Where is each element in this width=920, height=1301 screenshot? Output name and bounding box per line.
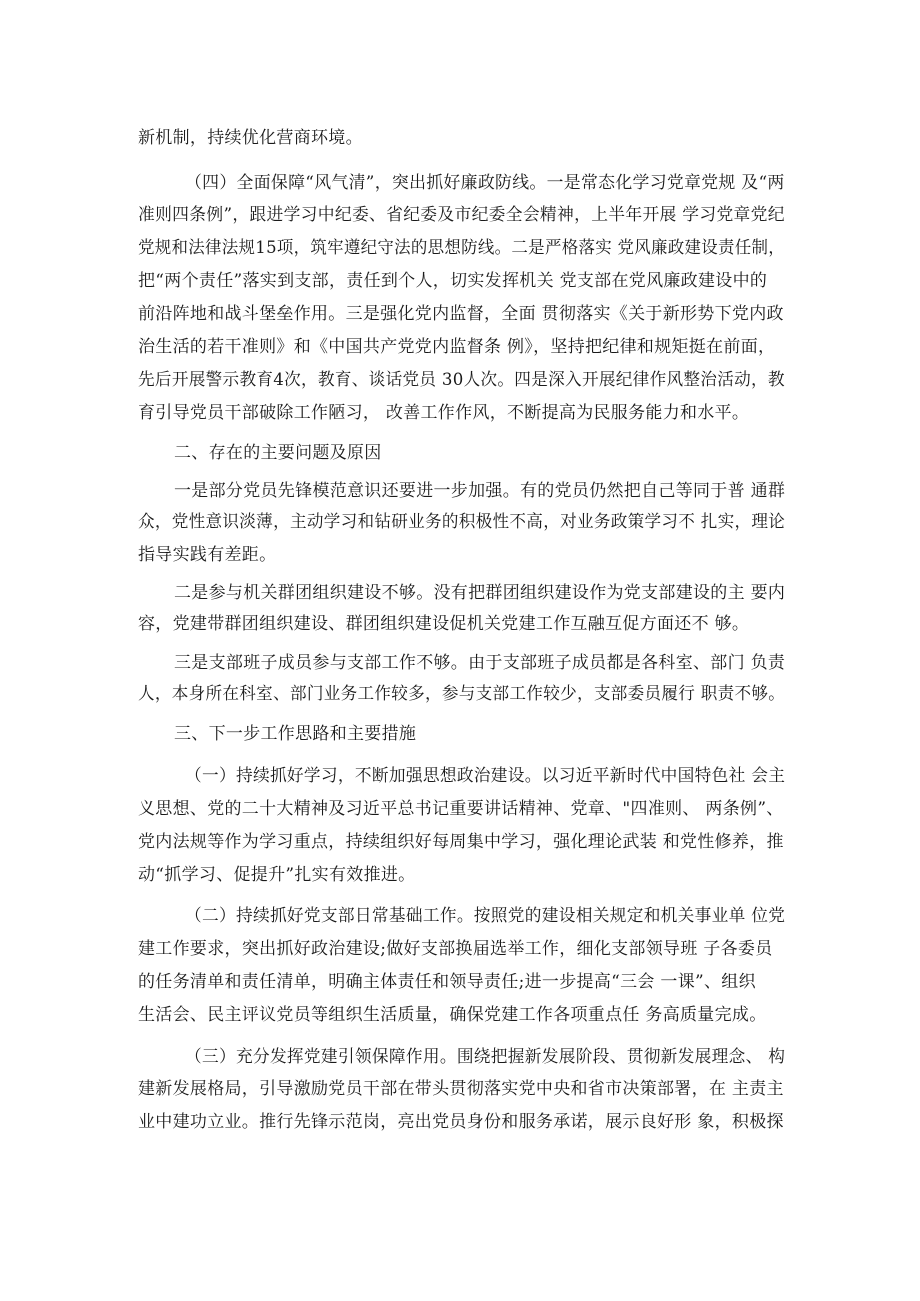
paragraph-first-line: （三）充分发挥党建引领保障作用。围绕把握新发展阶段、贯彻新发展理念、 构: [185, 1047, 786, 1067]
paragraph-first-line: 三是支部班子成员参与支部工作不够。由于支部班子成员都是各科室、部门 负责: [174, 653, 786, 673]
text-line: 人，本身所在科室、部门业务工作较多，参与支部工作较少，支部委员履行 职责不够。: [138, 684, 786, 704]
text-line: 前沿阵地和战斗堡垒作用。三是强化党内监督，全面 贯彻落实《关于新形势下党内政: [138, 304, 784, 324]
paragraph-first-line: 二是参与机关群团组织建设不够。没有把群团组织建设作为党支部建设的主 要内: [174, 583, 786, 603]
text-line: 容，党建带群团组织建设、群团组织建设促机关党建工作互融互促方面还不 够。: [138, 614, 750, 634]
paragraph-first-line: （二）持续抓好党支部日常基础工作。按照党的建设相关规定和机关事业单 位党: [185, 906, 786, 926]
section-heading: 三、下一步工作思路和主要措施: [174, 724, 417, 744]
text-line: 动“抓学习、促提升”扎实有效推进。: [138, 865, 416, 885]
text-line: 党规和法律法规15项，筑牢遵纪守法的思想防线。二是严格落实 党风廉政建设责任制，: [138, 238, 786, 258]
text-line: 生活会、民主评议党员等组织生活质量，确保党建工作各项重点任 务高质量完成。: [138, 1005, 767, 1025]
text-line: 义思想、党的二十大精神及习近平总书记重要讲话精神、党章、"四准则、 两条例”、: [138, 799, 784, 819]
text-line: 党内法规等作为学习重点，持续组织好每周集中学习，强化理论武装 和党性修养，推: [138, 832, 784, 852]
text-line: 建新发展格局，引导激励党员干部在带头贯彻落实党中央和省市决策部署，在 主责主: [138, 1079, 784, 1099]
paragraph-first-line: （四）全面保障“风气清”，突出抓好廉政防线。一是常态化学习党章党规 及“两: [185, 173, 785, 193]
text-line: 的任务清单和责任清单，明确主体责任和领导责任;进一步提高“三会 一课”、组织: [138, 972, 756, 992]
text-line: 业中建功立业。推行先锋示范岗，亮出党员身份和服务承诺，展示良好形 象，积极探: [138, 1112, 784, 1132]
text-line: 新机制，持续优化营商环境。: [138, 128, 363, 148]
paragraph-first-line: （一）持续抓好学习，不断加强思想政治建设。以习近平新时代中国特色社 会主: [185, 766, 786, 786]
text-line: 先后开展警示教育4次，教育、谈话党员 30人次。四是深入开展纪律作风整治活动，教: [138, 370, 785, 390]
text-line: 把“两个责任”落实到支部，责任到个人，切实发挥机关 党支部在党风廉政建设中的: [138, 271, 768, 291]
text-line: 育引导党员干部破除工作陋习， 改善工作作风，不断提高为民服务能力和水平。: [138, 403, 750, 423]
text-line: 众，党性意识淡薄，主动学习和钻研业务的积极性不高，对业务政策学习不 扎实，理论: [138, 512, 786, 532]
text-line: 建工作要求，突出抓好政治建设;做好支部换届选举工作，细化支部领导班 子各委员: [138, 939, 773, 959]
section-heading: 二、存在的主要问题及原因: [174, 443, 382, 463]
paragraph-first-line: 一是部分党员先锋模范意识还要进一步加强。有的党员仍然把自己等同于普 通群: [174, 481, 786, 501]
text-line: 治生活的若干准则》和《中国共产党党内监督条 例》，坚持把纪律和规矩挺在前面，: [138, 337, 776, 357]
text-line: 准则四条例”，跟进学习中纪委、省纪委及市纪委全会精神，上半年开展 学习党章党纪: [138, 205, 785, 225]
text-line: 指导实践有差距。: [138, 545, 277, 565]
